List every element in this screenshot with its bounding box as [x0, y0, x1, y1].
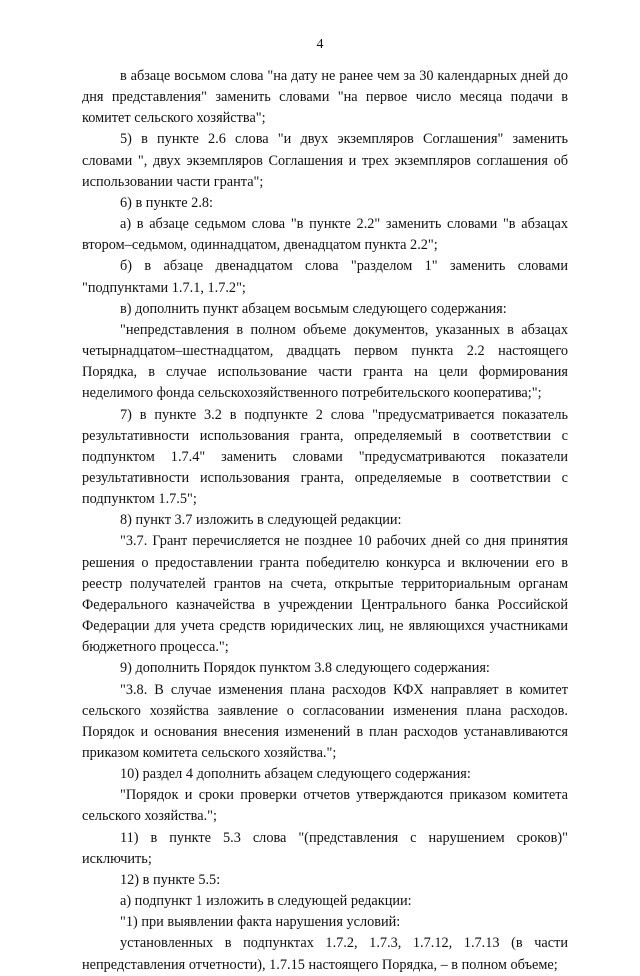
paragraph: "3.8. В случае изменения плана расходов КФХ направляет в комитет сельского хозяйства заявление о согласовании изменения плана расходов. Порядок и основания внесения изменений в план расходов устанавливаются приказом комитета сельского хозяйства.";	[82, 681, 568, 761]
paragraph: в абзаце восьмом слова "на дату не ранее чем за 30 календарных дней до дня представления" заменить словами "на первое число месяца подачи в комитет сельского хозяйства";	[82, 68, 568, 127]
document-body	[82, 66, 568, 976]
page-number: 4	[316, 37, 324, 52]
paragraph: в) дополнить пункт абзацем восьмым следующего содержания:	[120, 300, 507, 317]
paragraph: 9) дополнить Порядок пунктом 3.8 следующего содержания:	[120, 660, 490, 677]
paragraph: "3.7. Грант перечисляется не позднее 10 рабочих дней со дня принятия решения о предоставлении гранта победителю конкурса и включении его в реестр получателей грантов на счета, открытые территориальным органам Федерального казначейства в учреждении Центрального банка Российской Федерации для учета средств юридических лиц, не являющихся участниками бюджетного процесса.";	[82, 533, 568, 656]
paragraph: 7) в пункте 3.2 в подпункте 2 слова "предусматривается показатель результативности использования гранта, определяемый в соответствии с подпунктом 1.7.4" заменить словами "предусматриваются показатели результативности использования гранта, определяемые в соответствии с подпунктом 1.7.5";	[82, 406, 568, 508]
paragraph: установленных в подпунктах 1.7.2, 1.7.3, 1.7.12, 1.7.13 (в части непредставления отчетности), 1.7.15 настоящего Порядка, – в полном объеме;	[82, 935, 568, 973]
paragraph: а) подпункт 1 изложить в следующей редакции:	[120, 893, 412, 910]
paragraph: 12) в пункте 5.5:	[120, 871, 221, 888]
paragraph: 5) в пункте 2.6 слова "и двух экземпляров Соглашения" заменить словами ", двух экземпляров Соглашения и трех экземпляров соглашения об использовании части гранта";	[82, 131, 568, 190]
paragraph: 8) пункт 3.7 изложить в следующей редакции:	[120, 512, 402, 529]
paragraph: "1) при выявлении факта нарушения условий:	[120, 914, 401, 931]
paragraph: 10) раздел 4 дополнить абзацем следующего содержания:	[120, 766, 471, 783]
paragraph: "Порядок и сроки проверки отчетов утверждаются приказом комитета сельского хозяйства.";	[82, 787, 568, 825]
paragraph: 6) в пункте 2.8:	[120, 194, 214, 211]
paragraph: а) в абзаце седьмом слова "в пункте 2.2" заменить словами "в абзацах втором–седьмом, одиннадцатом, двенадцатом пункта 2.2";	[82, 216, 568, 254]
paragraph: "непредставления в полном объеме документов, указанных в абзацах четырнадцатом–шестнадцатом, двадцать первом пункта 2.2 настоящего Порядка, в случае использование части гранта на цели формирования неделимого фонда сельскохозяйственного потребительского кооператива;";	[82, 321, 568, 402]
paragraph: 11) в пункте 5.3 слова "(представления с нарушением сроков)" исключить;	[82, 829, 568, 867]
paragraph: б) в абзаце двенадцатом слова "разделом 1" заменить словами "подпунктами 1.7.1, 1.7.2";	[82, 258, 568, 296]
